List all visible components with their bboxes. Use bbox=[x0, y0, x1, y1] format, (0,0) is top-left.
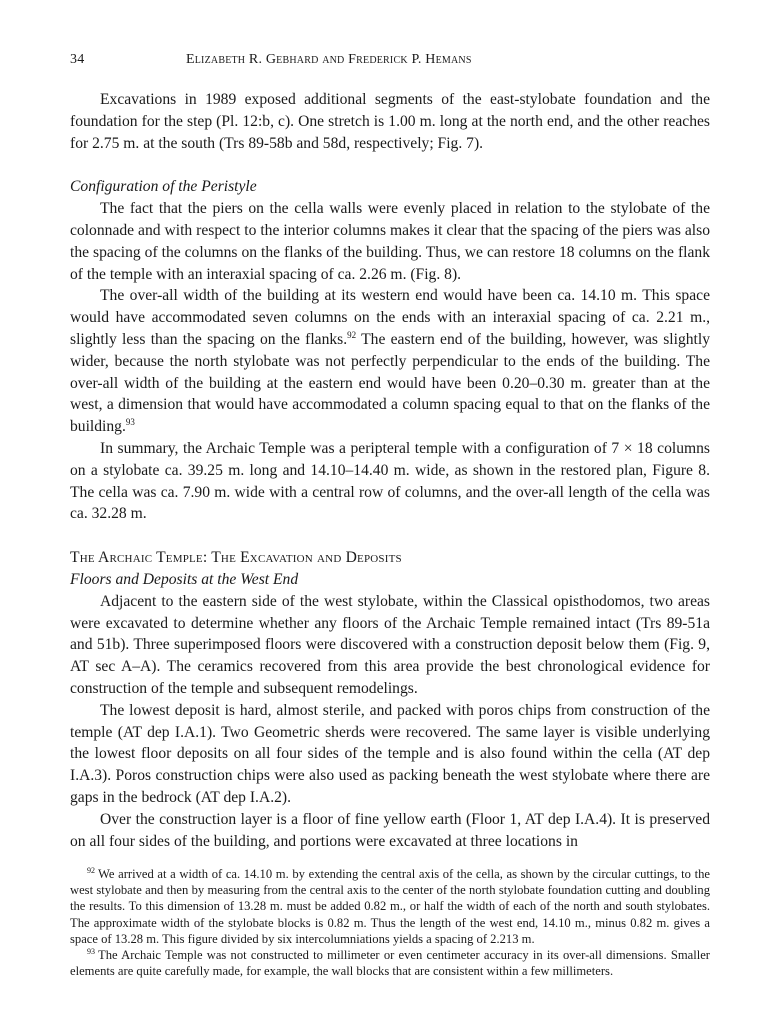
footnote-number: 93 bbox=[87, 946, 95, 956]
paragraph-text: The eastern end of the building, however, was slightly wider, because the north stylobate was not perfectly perpendicular to the ends of the building. The over-all width of the building at the eastern end would have been 0.20–0.30 m. greater than at the west, a dimension that would have accommodated a column spacing equal to that on the flanks of the building. bbox=[70, 330, 711, 436]
paragraph bbox=[70, 285, 710, 438]
footnote-number: 92 bbox=[87, 866, 95, 876]
section-gap bbox=[70, 154, 710, 176]
paragraph: Adjacent to the eastern side of the west stylobate, within the Classical opisthodomos, two areas were excavated to determine whether any floors of the Archaic Temple remained intact (Trs 89-51a and 51b). Three superimposed floors were discovered with a construction deposit below them (Fig. 9, AT sec A–A). The ceramics recovered from this area provide the best chronological evidence for construction of the temple and subsequent remodelings. bbox=[70, 592, 710, 697]
section-gap bbox=[70, 525, 710, 547]
running-head-authors: Elizabeth R. Gebhard and Frederick P. Hemans bbox=[186, 52, 472, 67]
running-head bbox=[70, 52, 710, 74]
page-number: 34 bbox=[70, 52, 85, 67]
section-heading: The Archaic Temple: The Excavation and Deposits bbox=[70, 549, 402, 567]
footnote-92 bbox=[70, 866, 710, 946]
footnote-text: We arrived at a width of ca. 14.10 m. by extending the central axis of the cella, as shown by the circular cuttings, to the west stylobate and then by measuring from the central axis to the center of the north stylobate foundation cutting and doubling the results. To this dimension of 13.28 m. must be added 0.82 m., or half the width of each of the north and south stylobates. The approximate width of the stylobate blocks is 0.82 m. Thus the length of the west end, 14.10 m., minus 0.82 m. gives a space of 13.28 m. This figure divided by six intercolumniations yields a spacing of 2.213 m. bbox=[70, 867, 710, 946]
footnote-ref-92[interactable]: 92 bbox=[347, 329, 357, 340]
subheading-floors: Floors and Deposits at the West End bbox=[70, 570, 299, 588]
footnotes bbox=[70, 866, 710, 979]
paragraph: The fact that the piers on the cella walls were evenly placed in relation to the stylobate of the colonnade and with respect to the interior columns makes it clear that the spacing of the piers was also the spacing of the columns on the flanks of the building. Thus, we can restore 18 columns on the flank of the temple with an interaxial spacing of ca. 2.26 m. (Fig. 8). bbox=[70, 200, 710, 283]
paragraph-text: The over-all width of the building at its western end would have been ca. 14.10 m. This space would have accommodated seven columns on the ends with an interaxial spacing of ca. 2.21 m., slightly less than the spacing on the flanks. bbox=[70, 287, 710, 348]
paragraph: The lowest deposit is hard, almost sterile, and packed with poros chips from construction of the temple (AT dep I.A.1). Two Geometric sherds were recovered. The same layer is visible underlying the lowest floor deposits on all four sides of the temple and is also found within the cella (AT dep I.A.3). Poros construction chips were also used as packing beneath the west stylobate where there are gaps in the bedrock (AT dep I.A.2). bbox=[70, 701, 710, 806]
paragraph: In summary, the Archaic Temple was a peripteral temple with a configuration of 7 × 18 columns on a stylobate ca. 39.25 m. long and 14.10–14.40 m. wide, as shown in the restored plan, Figure 8. The cella was ca. 7.90 m. wide with a central row of columns, and the over-all length of the cella was ca. 32.28 m. bbox=[70, 439, 710, 523]
footnote-text: The Archaic Temple was not constructed to millimeter or even centimeter accuracy in its over-all dimensions. Smaller elements are quite carefully made, for example, the wall blocks that are consistent within a few millimeters. bbox=[70, 947, 710, 978]
footnote-ref-93[interactable]: 93 bbox=[125, 417, 135, 428]
paragraph: Over the construction layer is a floor of fine yellow earth (Floor 1, AT dep I.A.4). It is preserved on all four sides of the building, and portions were excavated at three locations in bbox=[70, 810, 710, 850]
subheading-peristyle: Configuration of the Peristyle bbox=[70, 178, 257, 196]
paragraph: Excavations in 1989 exposed additional segments of the east-stylobate foundation and the foundation for the step (Pl. 12:b, c). One stretch is 1.00 m. long at the north end, and the other reaches for 2.75 m. at the south (Trs 89-58b and 58d, respectively; Fig. 7). bbox=[70, 91, 710, 152]
footnote-93 bbox=[70, 947, 710, 979]
body-text bbox=[70, 89, 710, 852]
page bbox=[70, 52, 710, 979]
